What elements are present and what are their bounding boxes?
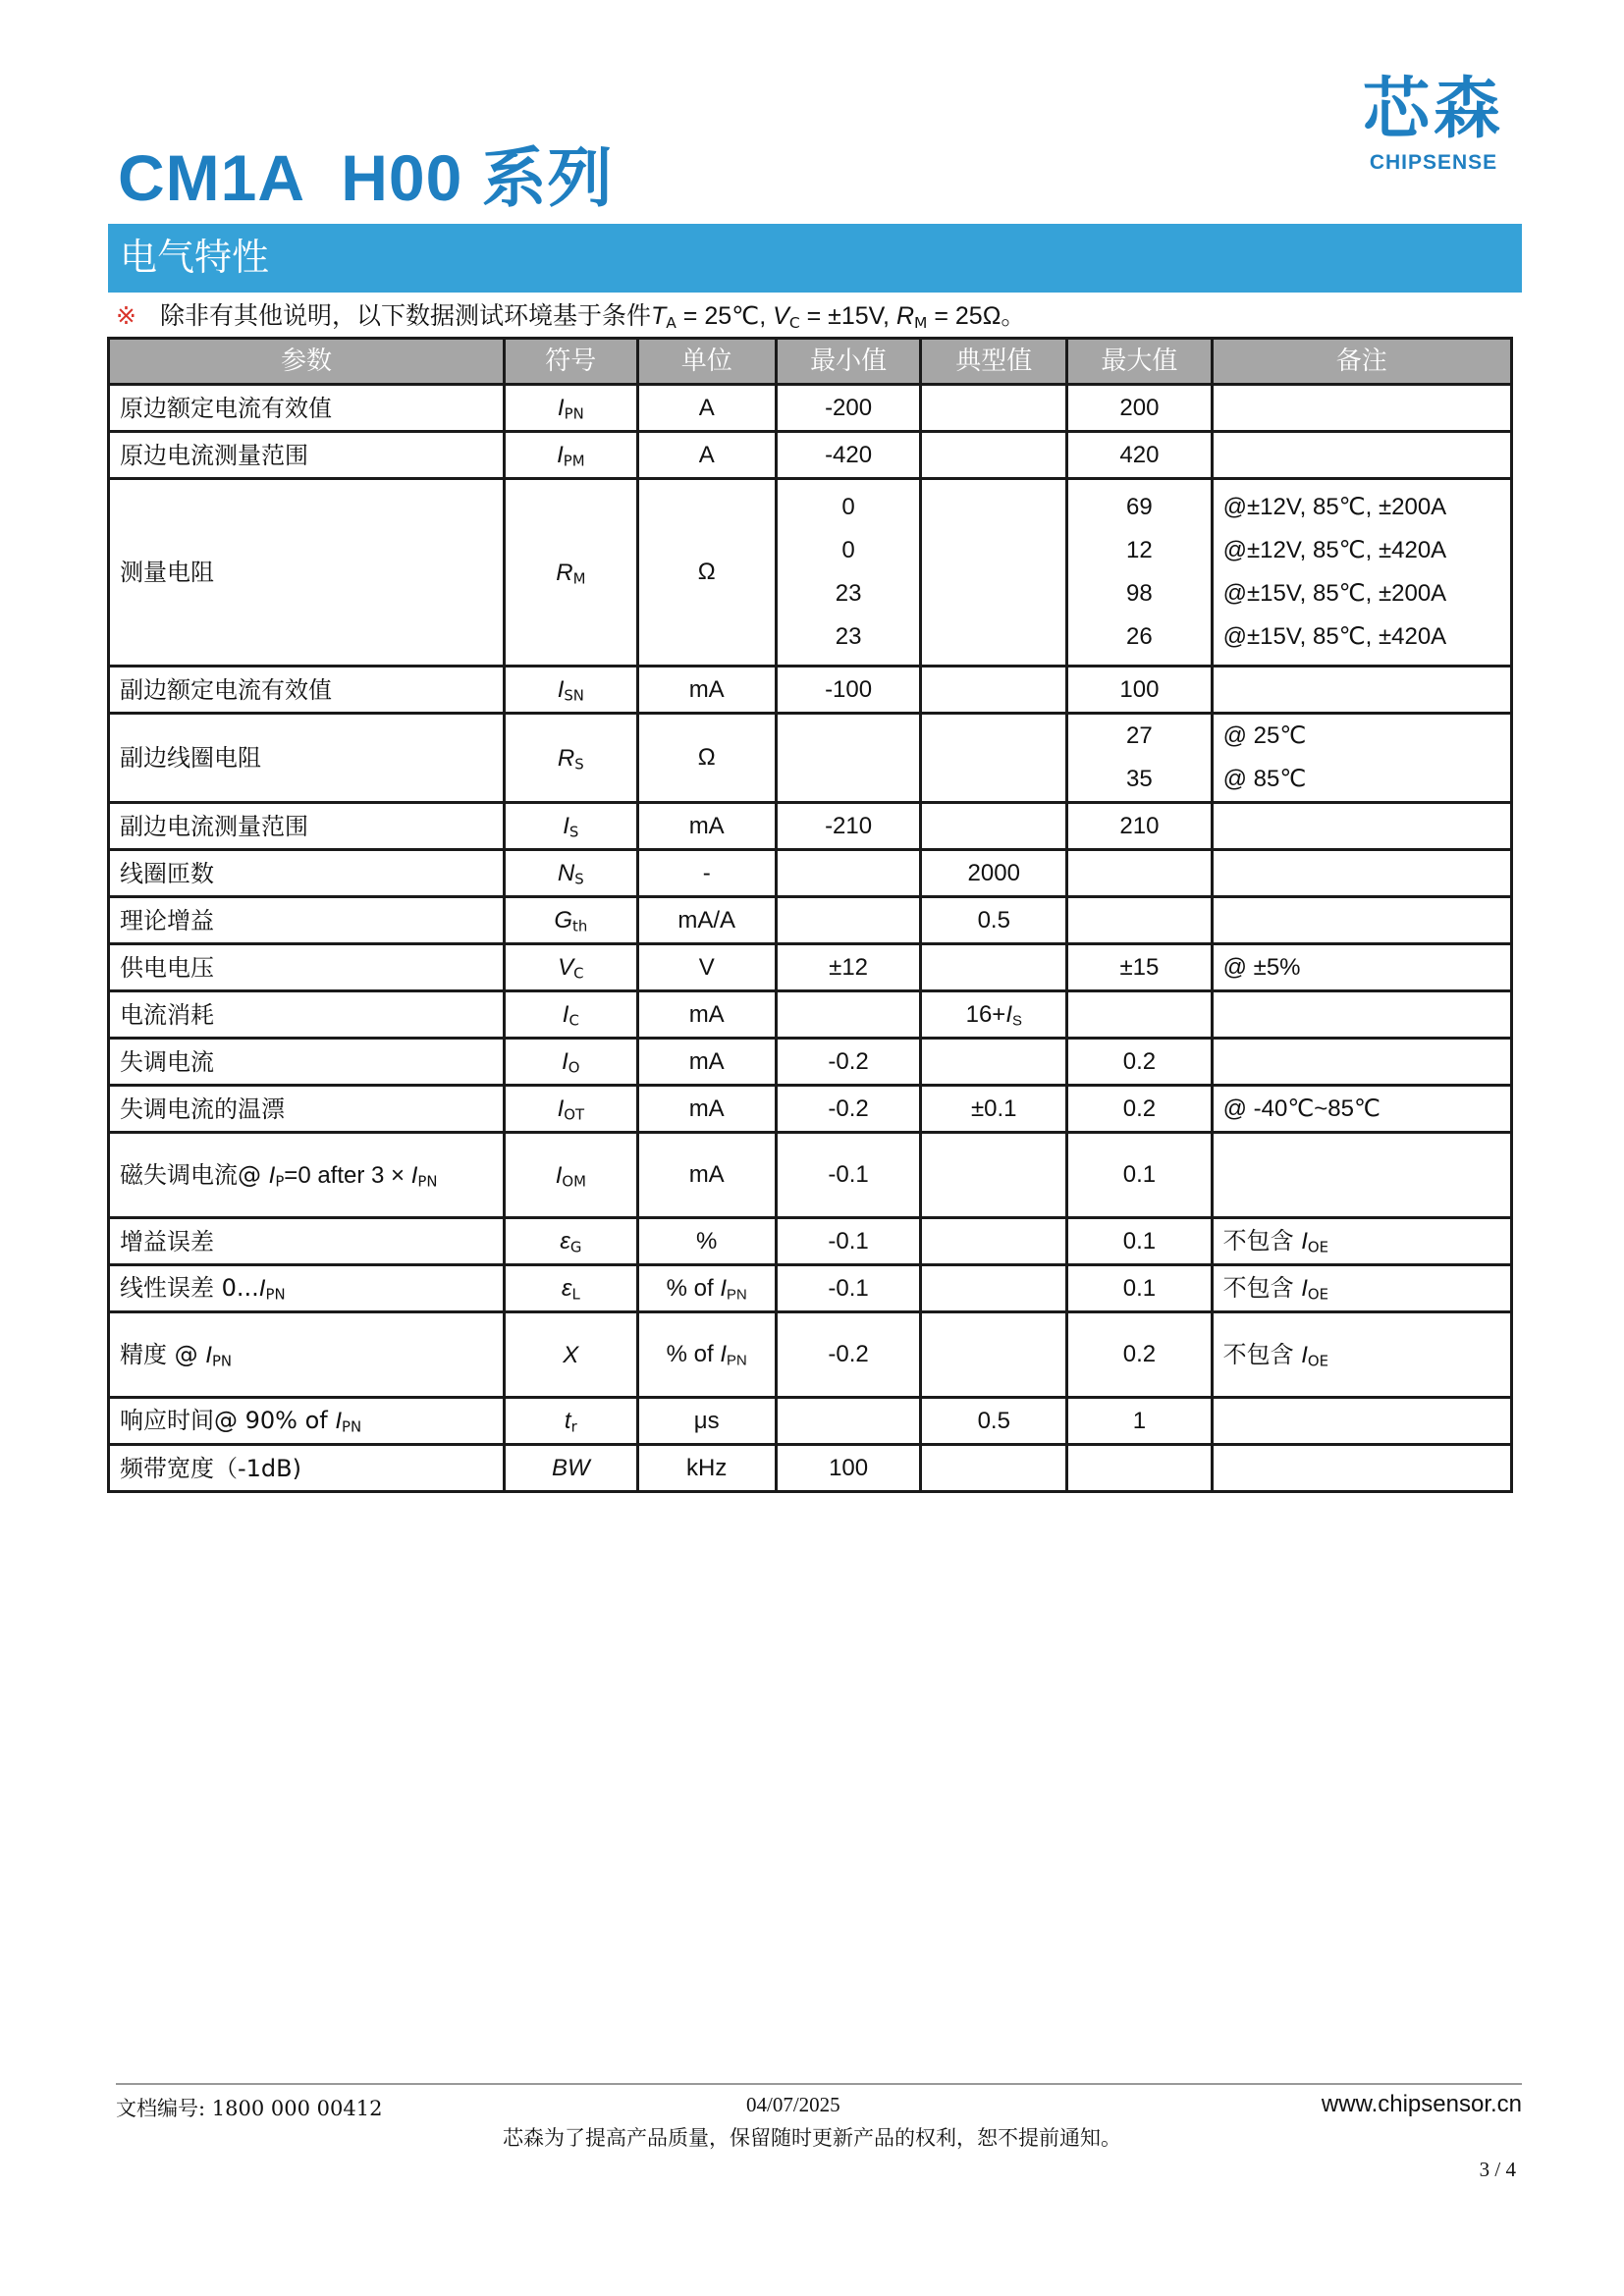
symbol-sub: C xyxy=(568,1011,579,1030)
unit-text: % of xyxy=(666,1274,721,1302)
cell-unit: mA xyxy=(637,667,776,714)
cell-note xyxy=(1212,385,1511,432)
note-text: 不包含 xyxy=(1222,1227,1302,1255)
cell-symbol xyxy=(505,667,637,714)
symbol-sub: S xyxy=(574,755,584,774)
cell-symbol xyxy=(505,714,637,803)
note-text: 除非有其他说明，以下数据测试环境基于条件 xyxy=(159,301,651,330)
header-note: 备注 xyxy=(1212,339,1511,385)
cell-unit: Ω xyxy=(637,714,776,803)
electrical-characteristics-table xyxy=(107,337,1513,1493)
note-line: @±12V, 85℃, ±420A xyxy=(1222,537,1447,563)
cell-typ xyxy=(921,1312,1067,1398)
param-symbol-2: I xyxy=(410,1161,418,1189)
symbol: R xyxy=(556,559,573,586)
symbol-sub: O xyxy=(568,1058,580,1077)
cell-typ xyxy=(921,803,1067,850)
cell-symbol xyxy=(505,432,637,479)
cell-note xyxy=(1212,803,1511,850)
cell-max: 0.2 xyxy=(1067,1086,1212,1133)
param-text: 线性误差 0... xyxy=(120,1274,259,1302)
cell-param: 供电电压 xyxy=(109,944,505,991)
symbol-sub: OM xyxy=(562,1172,586,1191)
symbol-sub: r xyxy=(570,1417,577,1436)
cell-unit: mA xyxy=(637,1086,776,1133)
cell-note xyxy=(1212,1039,1511,1086)
cell-max: ±15 xyxy=(1067,944,1212,991)
cell-note xyxy=(1212,479,1511,667)
cell-max: 210 xyxy=(1067,803,1212,850)
symbol: I xyxy=(563,813,569,839)
cell-unit: mA xyxy=(637,991,776,1039)
header-max: 最大值 xyxy=(1067,339,1212,385)
symbol-sub: C xyxy=(573,964,584,983)
min-line: 23 xyxy=(835,623,862,650)
cell-min: -200 xyxy=(776,385,920,432)
cell-note xyxy=(1212,1312,1511,1398)
footer-divider xyxy=(116,2083,1522,2085)
table-row xyxy=(109,1086,1512,1133)
cell-typ xyxy=(921,1218,1067,1265)
cell-min: -420 xyxy=(776,432,920,479)
cell-unit: A xyxy=(637,385,776,432)
cell-symbol xyxy=(505,1445,637,1492)
note-rm-value: = 25Ω。 xyxy=(927,302,1026,330)
table-row xyxy=(109,432,1512,479)
cell-max xyxy=(1067,479,1212,667)
param-symbol-sub-2: PN xyxy=(417,1172,438,1191)
symbol: I xyxy=(562,1048,568,1075)
max-line: 98 xyxy=(1126,580,1153,607)
cell-unit: μs xyxy=(637,1398,776,1445)
test-condition-note xyxy=(116,296,1025,336)
param-symbol-sub: P xyxy=(275,1172,285,1191)
typ-symbol-sub: S xyxy=(1011,1013,1022,1030)
cell-max xyxy=(1067,897,1212,944)
unit-symbol-sub: PN xyxy=(727,1353,747,1369)
note-line: @±12V, 85℃, ±200A xyxy=(1222,494,1447,520)
symbol: ε xyxy=(560,1228,570,1255)
cell-min: -0.2 xyxy=(776,1086,920,1133)
cell-symbol xyxy=(505,1039,637,1086)
cell-param: 副边额定电流有效值 xyxy=(109,667,505,714)
note-line: @±15V, 85℃, ±420A xyxy=(1222,623,1447,650)
cell-note xyxy=(1212,850,1511,897)
symbol-sub: SN xyxy=(564,686,584,705)
note-vc-symbol: V xyxy=(773,302,789,330)
cell-note xyxy=(1212,1218,1511,1265)
table-row xyxy=(109,1039,1512,1086)
note-ta-symbol: T xyxy=(650,302,667,330)
param-symbol-sub: PN xyxy=(265,1285,286,1304)
cell-typ xyxy=(921,1039,1067,1086)
cell-unit: mA xyxy=(637,803,776,850)
note-text: 不包含 xyxy=(1222,1340,1302,1368)
param-symbol-sub: PN xyxy=(211,1352,233,1370)
cell-param: 测量电阻 xyxy=(109,479,505,667)
cell-note xyxy=(1212,991,1511,1039)
table-row xyxy=(109,479,1512,667)
max-line: 35 xyxy=(1126,766,1153,792)
logo-english-text: CHIPSENSE xyxy=(1369,151,1498,174)
param-text: 精度 @ xyxy=(120,1340,206,1368)
cell-param xyxy=(109,1265,505,1312)
symbol: I xyxy=(562,1001,569,1028)
symbol: t xyxy=(564,1408,571,1434)
symbol: X xyxy=(563,1341,579,1368)
cell-max xyxy=(1067,850,1212,897)
table-header-row xyxy=(109,339,1512,385)
header-min: 最小值 xyxy=(776,339,920,385)
table-row xyxy=(109,667,1512,714)
param-tail: =0 after 3 × xyxy=(284,1161,411,1189)
table-row xyxy=(109,1133,1512,1218)
typ-value: 16+ xyxy=(965,1000,1006,1028)
max-line: 69 xyxy=(1126,494,1153,520)
note-symbol-sub: OE xyxy=(1307,1285,1329,1304)
cell-max: 0.2 xyxy=(1067,1312,1212,1398)
cell-param: 副边线圈电阻 xyxy=(109,714,505,803)
unit-symbol-sub: PN xyxy=(727,1287,747,1304)
symbol: V xyxy=(558,954,574,981)
cell-unit: mA xyxy=(637,1039,776,1086)
note-line: @ 25℃ xyxy=(1222,722,1307,749)
cell-unit: kHz xyxy=(637,1445,776,1492)
cell-min: ±12 xyxy=(776,944,920,991)
cell-max: 420 xyxy=(1067,432,1212,479)
symbol-sub: S xyxy=(568,823,579,841)
section-title: 电气特性 xyxy=(120,236,270,279)
cell-param: 频带宽度（-1dB) xyxy=(109,1445,505,1492)
cell-unit xyxy=(637,1265,776,1312)
note-symbol: I xyxy=(1301,1275,1308,1302)
cell-note: @ ±5% xyxy=(1212,944,1511,991)
cell-min: -210 xyxy=(776,803,920,850)
symbol: I xyxy=(557,395,565,421)
cell-unit: mA/A xyxy=(637,897,776,944)
table-row xyxy=(109,1265,1512,1312)
max-line: 27 xyxy=(1126,722,1153,749)
cell-typ: ±0.1 xyxy=(921,1086,1067,1133)
cell-min: -0.1 xyxy=(776,1133,920,1218)
cell-param: 电流消耗 xyxy=(109,991,505,1039)
reference-mark-icon: ※ xyxy=(116,301,136,330)
cell-symbol xyxy=(505,1086,637,1133)
section-header-bar xyxy=(108,224,1522,293)
cell-note xyxy=(1212,667,1511,714)
param-symbol-sub: PN xyxy=(342,1417,362,1436)
cell-max: 0.1 xyxy=(1067,1133,1212,1218)
cell-note xyxy=(1212,432,1511,479)
cell-typ xyxy=(921,1265,1067,1312)
cell-unit: % xyxy=(637,1218,776,1265)
param-text: 响应时间@ 90% of xyxy=(120,1407,336,1434)
cell-max: 100 xyxy=(1067,667,1212,714)
cell-max: 0.1 xyxy=(1067,1265,1212,1312)
cell-unit: Ω xyxy=(637,479,776,667)
header-typ: 典型值 xyxy=(921,339,1067,385)
page-number: 3 / 4 xyxy=(1479,2158,1516,2181)
max-line: 26 xyxy=(1126,623,1153,650)
table-row xyxy=(109,1445,1512,1492)
symbol-sub: L xyxy=(571,1285,580,1304)
typ-symbol: I xyxy=(1005,1000,1012,1028)
cell-unit: V xyxy=(637,944,776,991)
cell-min: -0.1 xyxy=(776,1218,920,1265)
cell-note xyxy=(1212,714,1511,803)
table-row xyxy=(109,850,1512,897)
cell-unit: mA xyxy=(637,1133,776,1218)
cell-min: -0.2 xyxy=(776,1039,920,1086)
min-line: 0 xyxy=(841,537,855,563)
cell-typ: 0.5 xyxy=(921,1398,1067,1445)
cell-typ xyxy=(921,667,1067,714)
cell-symbol xyxy=(505,803,637,850)
cell-note xyxy=(1212,1265,1511,1312)
cell-param xyxy=(109,1133,505,1218)
symbol-sub: PM xyxy=(563,452,585,470)
cell-param: 失调电流的温漂 xyxy=(109,1086,505,1133)
cell-symbol xyxy=(505,897,637,944)
param-symbol: I xyxy=(258,1275,266,1302)
note-symbol: I xyxy=(1301,1341,1308,1368)
cell-symbol xyxy=(505,944,637,991)
cell-param: 增益误差 xyxy=(109,1218,505,1265)
max-line: 12 xyxy=(1126,537,1153,563)
note-vc-sub: C xyxy=(788,313,800,332)
cell-note xyxy=(1212,1398,1511,1445)
header-symbol: 符号 xyxy=(505,339,637,385)
cell-min xyxy=(776,479,920,667)
symbol: G xyxy=(554,907,573,934)
cell-max xyxy=(1067,1445,1212,1492)
param-symbol: I xyxy=(268,1161,276,1189)
cell-param: 原边额定电流有效值 xyxy=(109,385,505,432)
note-ta-value: = 25℃, xyxy=(676,302,774,330)
table-row xyxy=(109,1312,1512,1398)
symbol: R xyxy=(557,744,575,772)
cell-max xyxy=(1067,991,1212,1039)
cell-param: 理论增益 xyxy=(109,897,505,944)
min-line: 0 xyxy=(841,494,855,520)
cell-typ: 0.5 xyxy=(921,897,1067,944)
cell-typ xyxy=(921,432,1067,479)
cell-symbol xyxy=(505,479,637,667)
document-date: 04/07/2025 xyxy=(746,2093,840,2116)
symbol-sub: S xyxy=(574,870,584,888)
table-row xyxy=(109,897,1512,944)
cell-min xyxy=(776,897,920,944)
cell-symbol xyxy=(505,1133,637,1218)
table-row xyxy=(109,385,1512,432)
symbol-sub: PN xyxy=(564,404,584,423)
cell-typ xyxy=(921,385,1067,432)
cell-max: 0.2 xyxy=(1067,1039,1212,1086)
cell-symbol xyxy=(505,1218,637,1265)
cell-symbol xyxy=(505,1398,637,1445)
note-symbol: I xyxy=(1301,1228,1308,1255)
cell-note: @ -40℃~85℃ xyxy=(1212,1086,1511,1133)
note-rm-symbol: R xyxy=(895,302,915,330)
disclaimer-text: 芯森为了提高产品质量，保留随时更新产品的权利，恕不提前通知。 xyxy=(503,2126,1121,2150)
note-vc-value: = ±15V, xyxy=(799,302,896,330)
min-line: 23 xyxy=(835,580,862,607)
cell-note xyxy=(1212,897,1511,944)
cell-max: 1 xyxy=(1067,1398,1212,1445)
note-ta-sub: A xyxy=(666,313,677,332)
unit-symbol: I xyxy=(720,1274,728,1302)
cell-max: 200 xyxy=(1067,385,1212,432)
cell-param: 原边电流测量范围 xyxy=(109,432,505,479)
table-row xyxy=(109,1218,1512,1265)
param-symbol: I xyxy=(205,1341,212,1368)
table-row xyxy=(109,714,1512,803)
cell-typ: 2000 xyxy=(921,850,1067,897)
note-symbol-sub: OE xyxy=(1307,1238,1329,1256)
symbol-sub: G xyxy=(569,1238,582,1256)
note-rm-sub: M xyxy=(914,313,928,332)
cell-typ xyxy=(921,1445,1067,1492)
note-line: @ 85℃ xyxy=(1222,766,1307,792)
param-text: 磁失调电流@ xyxy=(120,1160,269,1189)
cell-max xyxy=(1067,714,1212,803)
cell-param: 失调电流 xyxy=(109,1039,505,1086)
cell-note xyxy=(1212,1133,1511,1218)
symbol: I xyxy=(557,676,565,703)
cell-min: 100 xyxy=(776,1445,920,1492)
cell-min: -100 xyxy=(776,667,920,714)
cell-unit xyxy=(637,1312,776,1398)
cell-note xyxy=(1212,1445,1511,1492)
unit-symbol: I xyxy=(720,1341,728,1367)
cell-unit: - xyxy=(637,850,776,897)
symbol-sub: OT xyxy=(564,1105,585,1124)
table-row xyxy=(109,1398,1512,1445)
symbol: I xyxy=(557,442,564,468)
header-param: 参数 xyxy=(109,339,505,385)
symbol-sub: th xyxy=(572,917,588,935)
cell-symbol xyxy=(505,1312,637,1398)
cell-param: 副边电流测量范围 xyxy=(109,803,505,850)
note-symbol-sub: OE xyxy=(1307,1352,1329,1370)
table-row xyxy=(109,991,1512,1039)
cell-param xyxy=(109,1398,505,1445)
cell-symbol xyxy=(505,991,637,1039)
unit-text: % of xyxy=(666,1341,721,1367)
cell-unit: A xyxy=(637,432,776,479)
cell-typ xyxy=(921,479,1067,667)
header-unit: 单位 xyxy=(637,339,776,385)
cell-typ xyxy=(921,1133,1067,1218)
symbol: I xyxy=(557,1095,565,1122)
document-title: CM1A H00 系列 xyxy=(118,141,614,214)
cell-typ xyxy=(921,944,1067,991)
symbol: I xyxy=(555,1161,563,1189)
cell-symbol xyxy=(505,385,637,432)
cell-typ xyxy=(921,991,1067,1039)
cell-param xyxy=(109,1312,505,1398)
cell-symbol xyxy=(505,850,637,897)
document-number: 文档编号: 1800 000 00412 xyxy=(116,2097,383,2120)
symbol: BW xyxy=(551,1455,590,1481)
cell-param: 线圈匝数 xyxy=(109,850,505,897)
cell-typ xyxy=(921,714,1067,803)
symbol: ε xyxy=(561,1275,572,1302)
cell-symbol xyxy=(505,1265,637,1312)
logo-chinese-text: 芯森 xyxy=(1362,71,1504,148)
cell-max: 0.1 xyxy=(1067,1218,1212,1265)
cell-min: -0.2 xyxy=(776,1312,920,1398)
cell-min xyxy=(776,1398,920,1445)
cell-min xyxy=(776,850,920,897)
note-text: 不包含 xyxy=(1222,1274,1302,1302)
cell-min xyxy=(776,991,920,1039)
chipsense-logo xyxy=(1345,71,1522,175)
note-line: @±15V, 85℃, ±200A xyxy=(1222,580,1447,607)
table-row xyxy=(109,944,1512,991)
table-row xyxy=(109,803,1512,850)
symbol: N xyxy=(557,860,575,886)
website-link[interactable]: www.chipsensor.cn xyxy=(1321,2091,1522,2117)
cell-min: -0.1 xyxy=(776,1265,920,1312)
cell-min xyxy=(776,714,920,803)
symbol-sub: M xyxy=(572,569,586,588)
param-symbol: I xyxy=(335,1408,343,1434)
